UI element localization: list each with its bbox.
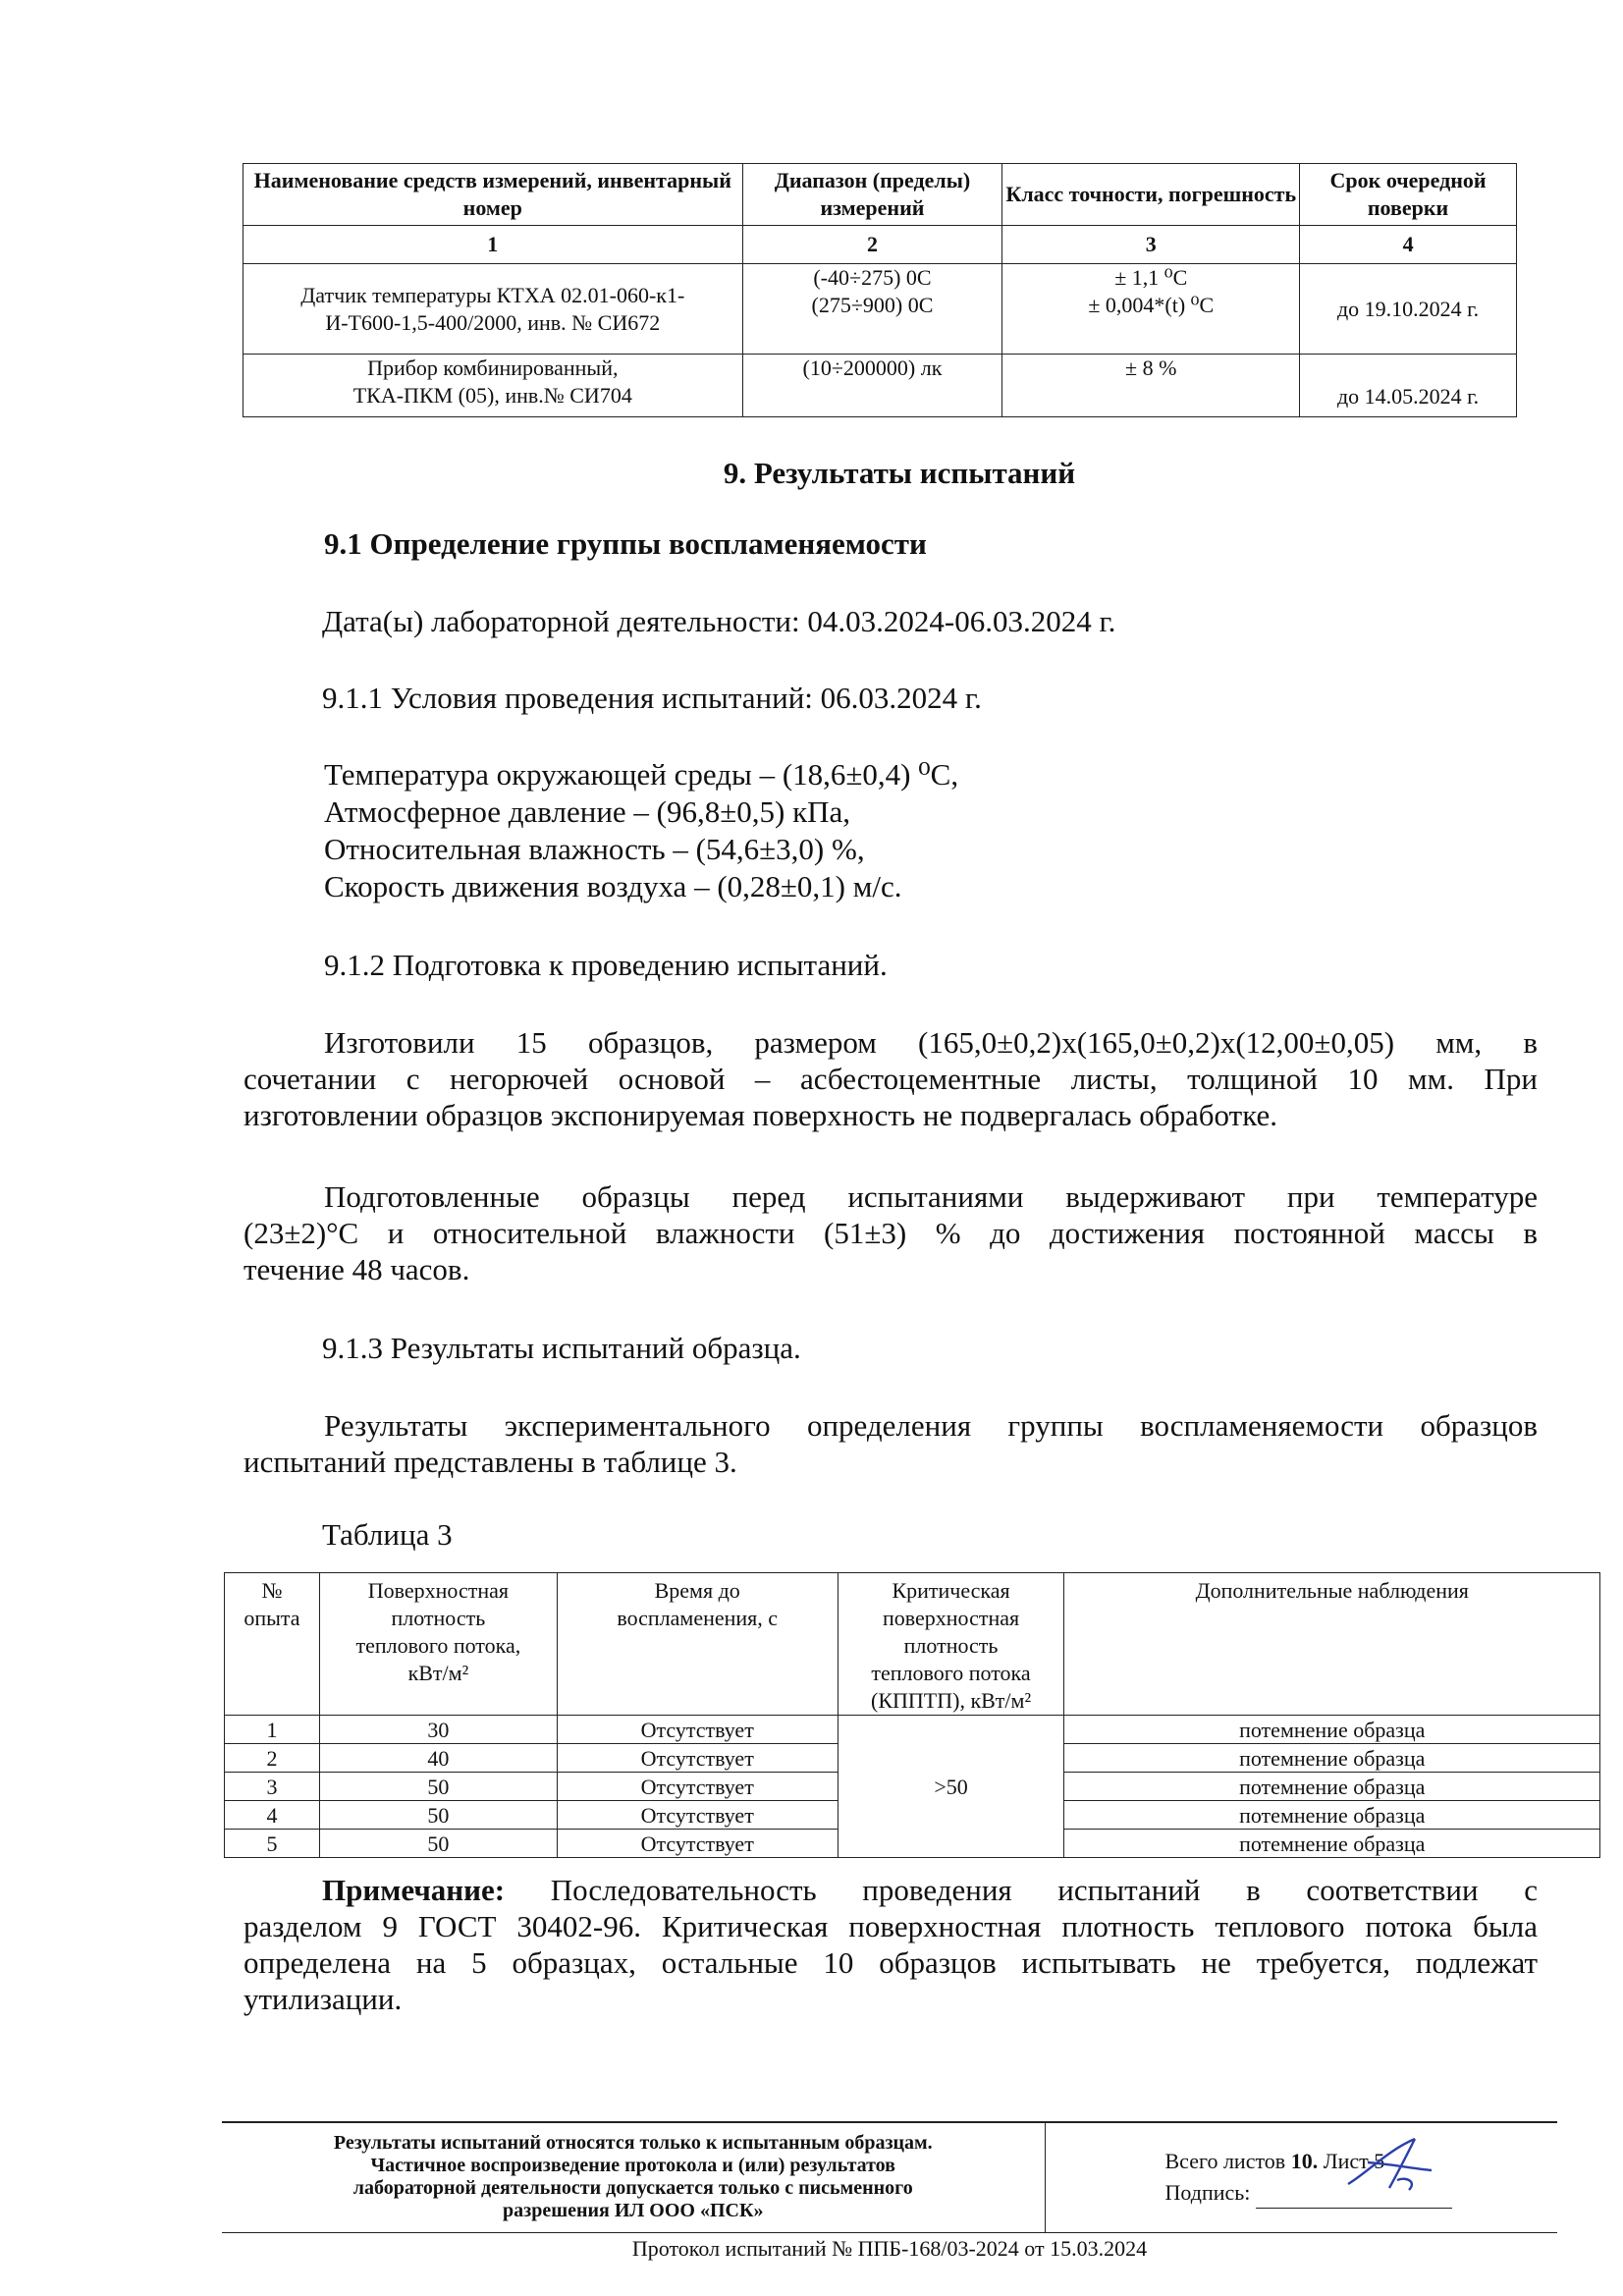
condition-air-speed: Скорость движения воздуха – (0,28±0,1) м/с.	[324, 869, 902, 903]
footer-sheet-info: Всего листов 10. Лист 5 Подпись:	[1045, 2122, 1557, 2232]
table-caption: Таблица 3	[322, 1517, 453, 1552]
footer-disclaimer: Результаты испытаний относятся только к испытанным образцам. Частичное воспроизведение протокола и (или) результатов лабораторной деятельности допускается только с письменного разрешения ИЛ ООО «ПСК»	[222, 2122, 1045, 2232]
instrument-accuracy: ± 8 %	[1002, 355, 1300, 417]
instrument-verification-date: до 14.05.2024 г.	[1300, 355, 1517, 417]
col-header-test-no: № опыта	[225, 1573, 320, 1716]
table-row: 5 50 Отсутствует потемнение образца	[225, 1830, 1600, 1858]
instruments-header-row	[243, 164, 1517, 226]
col-header-range: Диапазон (пределы) измерений	[742, 164, 1002, 226]
note-paragraph: Примечание: Последовательность проведения испытаний в соответствии с разделом 9 ГОСТ 30402-96. Критическая поверхностная плотность теплового потока была определена на 5 образцах, остальные 10 образцов испытывать не требуется, подлежат утилизации.	[243, 1873, 1538, 2016]
col-header-verification: Срок очередной поверки	[1300, 164, 1517, 226]
condition-temperature: Температура окружающей среды – (18,6±0,4) ⁰С,	[324, 757, 959, 792]
results-table	[224, 1572, 1600, 1858]
preparation-title: 9.1.2 Подготовка к проведению испытаний.	[324, 948, 888, 982]
col-header-observations: Дополнительные наблюдения	[1064, 1573, 1600, 1716]
col-header-name: Наименование средств измерений, инвентарный номер	[243, 164, 743, 226]
footer-box	[222, 2121, 1557, 2266]
critical-flux-value: >50	[838, 1716, 1064, 1858]
conditions-title: 9.1.1 Условия проведения испытаний: 06.03.2024 г.	[322, 681, 982, 715]
table-row	[243, 264, 1517, 355]
instrument-accuracy: ± 1,1 ⁰С ± 0,004*(t) ⁰С	[1002, 264, 1300, 355]
protocol-number: Протокол испытаний № ППБ-168/03-2024 от 15.03.2024	[222, 2232, 1557, 2266]
col-header-accuracy: Класс точности, погрешность	[1002, 164, 1300, 226]
sheet-number: 5	[1374, 2149, 1385, 2174]
instrument-verification-date: до 19.10.2024 г.	[1300, 264, 1517, 355]
table-row: 3 50 Отсутствует потемнение образца	[225, 1773, 1600, 1801]
table-row: 2 40 Отсутствует потемнение образца	[225, 1744, 1600, 1773]
condition-pressure: Атмосферное давление – (96,8±0,5) кПа,	[324, 794, 851, 829]
table-row	[243, 355, 1517, 417]
lab-dates: Дата(ы) лабораторной деятельности: 04.03.2024-06.03.2024 г.	[322, 604, 1116, 638]
sheets-total: 10.	[1290, 2149, 1319, 2174]
signature-label: Подпись:	[1164, 2180, 1251, 2206]
results-title: 9.1.3 Результаты испытаний образца.	[322, 1331, 801, 1365]
col-number: 3	[1002, 226, 1300, 264]
col-number: 2	[742, 226, 1002, 264]
results-header-row	[225, 1573, 1600, 1716]
section-title: 9. Результаты испытаний	[723, 456, 1076, 490]
table-row: 4 50 Отсутствует потемнение образца	[225, 1801, 1600, 1830]
condition-humidity: Относительная влажность – (54,6±3,0) %,	[324, 832, 865, 866]
signature-icon	[1338, 2133, 1436, 2196]
preparation-paragraph-2: Подготовленные образцы перед испытаниями выдерживают при температуре (23±2)°С и относительной влажности (51±3) % до достижения постоянной массы в течение 48 часов.	[243, 1179, 1538, 1286]
col-header-ignition-time: Время до воспламенения, с	[557, 1573, 838, 1716]
conditions-list	[324, 756, 958, 905]
instruments-table	[243, 163, 1517, 417]
results-paragraph: Результаты экспериментального определения группы воспламеняемости образцов испытаний представлены в таблице 3.	[243, 1408, 1538, 1479]
col-number: 1	[243, 226, 743, 264]
instruments-number-row	[243, 226, 1517, 264]
instrument-name: Прибор комбинированный, ТКА-ПКМ (05), инв.№ СИ704	[243, 355, 743, 417]
preparation-paragraph-1: Изготовили 15 образцов, размером (165,0±0,2)х(165,0±0,2)х(12,00±0,05) мм, в сочетании с негорючей основой – асбестоцементные листы, толщиной 10 мм. При изготовлении образцов экспонируемая поверхность не подвергалась обработке.	[243, 1025, 1538, 1132]
col-header-critical-flux: Критическая поверхностная плотность теплового потока (КППТП), кВт/м²	[838, 1573, 1064, 1716]
instrument-range: (10÷200000) лк	[742, 355, 1002, 417]
note-label: Примечание:	[322, 1873, 506, 1907]
col-number: 4	[1300, 226, 1517, 264]
table-row: 1 30 Отсутствует >50 потемнение образца	[225, 1716, 1600, 1744]
subsection-title: 9.1 Определение группы воспламеняемости	[324, 526, 927, 561]
instrument-range: (-40÷275) 0С (275÷900) 0С	[742, 264, 1002, 355]
instrument-name: Датчик температуры КТХА 02.01-060-к1- И-Т600-1,5-400/2000, инв. № СИ672	[243, 264, 743, 355]
col-header-heat-flux: Поверхностная плотность теплового потока, кВт/м²	[319, 1573, 557, 1716]
